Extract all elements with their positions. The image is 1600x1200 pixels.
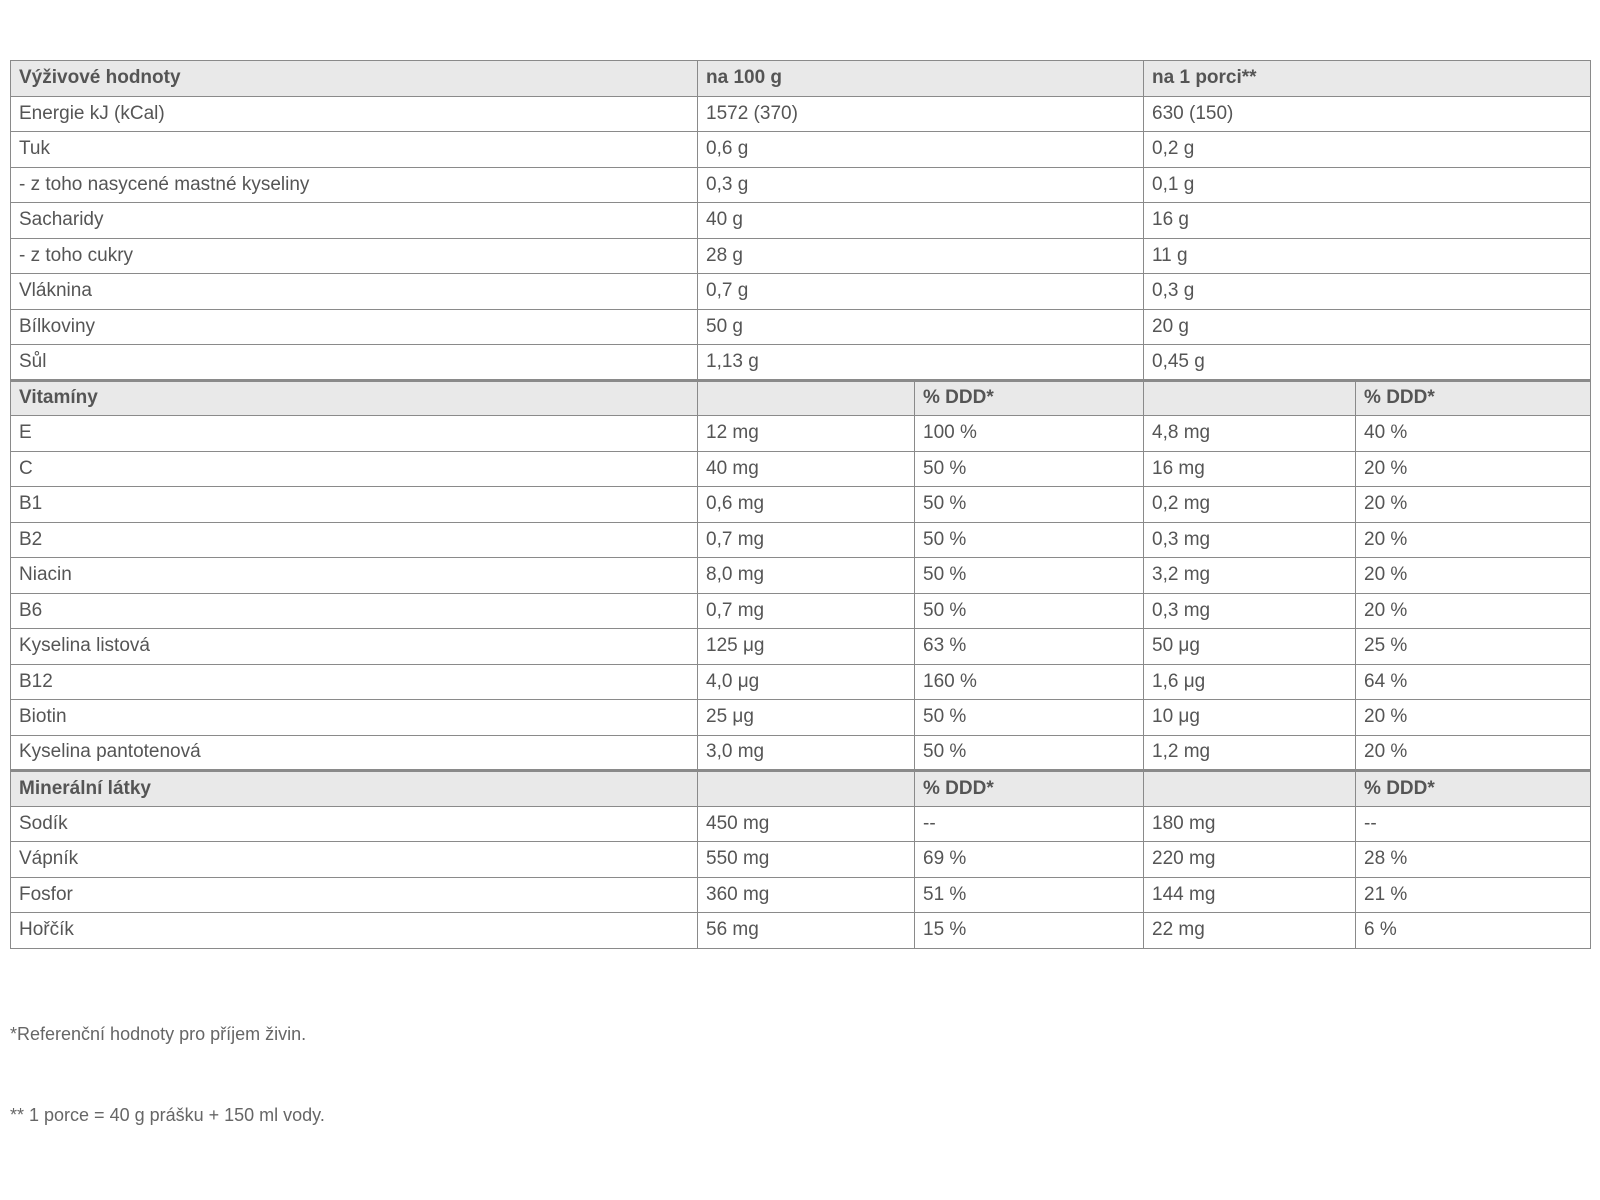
per-100g-cell: 3,0 mg <box>698 735 915 771</box>
per-100g-cell: 56 mg <box>698 913 915 949</box>
nutrient-name-cell: Sacharidy <box>11 203 698 239</box>
ddd-portion-cell: 20 % <box>1356 451 1591 487</box>
ddd-100g-cell: 69 % <box>915 842 1144 878</box>
ddd-100g-cell: 15 % <box>915 913 1144 949</box>
table-header-row <box>11 61 1591 97</box>
ddd-header-cell: % DDD* <box>1356 771 1591 807</box>
ddd-100g-cell: 51 % <box>915 877 1144 913</box>
nutrient-name-cell: Fosfor <box>11 877 698 913</box>
ddd-portion-cell: 20 % <box>1356 522 1591 558</box>
per-100g-cell: 28 g <box>698 238 1144 274</box>
per-portion-cell: 220 mg <box>1144 842 1356 878</box>
per-100g-cell: 0,3 g <box>698 167 1144 203</box>
per-portion-cell: 16 mg <box>1144 451 1356 487</box>
table-row <box>11 309 1591 345</box>
empty-header-cell <box>698 771 915 807</box>
per-portion-cell: 20 g <box>1144 309 1591 345</box>
ddd-portion-cell: 20 % <box>1356 558 1591 594</box>
ddd-portion-cell: 21 % <box>1356 877 1591 913</box>
table-row <box>11 203 1591 239</box>
nutrient-name-cell: Kyselina pantotenová <box>11 735 698 771</box>
empty-header-cell <box>698 380 915 416</box>
per-100g-cell: 360 mg <box>698 877 915 913</box>
per-100g-cell: 125 μg <box>698 629 915 665</box>
table-row <box>11 522 1591 558</box>
table-row <box>11 629 1591 665</box>
per-portion-cell: 50 μg <box>1144 629 1356 665</box>
ddd-portion-cell: 28 % <box>1356 842 1591 878</box>
nutrient-name-cell: Kyselina listová <box>11 629 698 665</box>
table-row <box>11 451 1591 487</box>
per-portion-cell: 11 g <box>1144 238 1591 274</box>
ddd-portion-cell: 20 % <box>1356 593 1591 629</box>
ddd-header-cell: % DDD* <box>915 771 1144 807</box>
table-row <box>11 664 1591 700</box>
ddd-100g-cell: 50 % <box>915 487 1144 523</box>
table-row <box>11 132 1591 168</box>
nutrient-name-cell: Sodík <box>11 806 698 842</box>
ddd-100g-cell: -- <box>915 806 1144 842</box>
per-portion-cell: 0,3 mg <box>1144 593 1356 629</box>
per-portion-cell: 0,45 g <box>1144 345 1591 381</box>
per-portion-cell: 4,8 mg <box>1144 416 1356 452</box>
reference-footnote: *Referenční hodnoty pro příjem živin. <box>10 1024 307 1044</box>
ddd-portion-cell: 64 % <box>1356 664 1591 700</box>
per-portion-cell: 22 mg <box>1144 913 1356 949</box>
per-100g-cell: 25 μg <box>698 700 915 736</box>
empty-header-cell <box>1144 771 1356 807</box>
per-portion-cell: 144 mg <box>1144 877 1356 913</box>
per-100g-cell: 1,13 g <box>698 345 1144 381</box>
table-row <box>11 700 1591 736</box>
per-100g-cell: 4,0 μg <box>698 664 915 700</box>
nutrient-name-cell: Vláknina <box>11 274 698 310</box>
table-row <box>11 96 1591 132</box>
ddd-100g-cell: 100 % <box>915 416 1144 452</box>
nutrient-name-cell: Vápník <box>11 842 698 878</box>
ddd-portion-cell: -- <box>1356 806 1591 842</box>
nutrient-name-cell: - z toho cukry <box>11 238 698 274</box>
per-100g-cell: 50 g <box>698 309 1144 345</box>
nutrient-name-cell: Sůl <box>11 345 698 381</box>
nutrient-name-cell: B1 <box>11 487 698 523</box>
header-label-cell: Výživové hodnoty <box>11 61 698 97</box>
nutrient-name-cell: E <box>11 416 698 452</box>
table-row <box>11 842 1591 878</box>
per-portion-cell: 630 (150) <box>1144 96 1591 132</box>
table-row <box>11 558 1591 594</box>
table-row <box>11 735 1591 771</box>
per-100g-cell: 550 mg <box>698 842 915 878</box>
per-portion-cell: 1,6 μg <box>1144 664 1356 700</box>
portion-footnote: ** 1 porce = 40 g prášku + 150 ml vody. <box>10 1105 325 1125</box>
per-portion-cell: 16 g <box>1144 203 1591 239</box>
per-portion-cell: 1,2 mg <box>1144 735 1356 771</box>
per-100g-cell: 1572 (370) <box>698 96 1144 132</box>
per-portion-cell: 180 mg <box>1144 806 1356 842</box>
ddd-100g-cell: 50 % <box>915 700 1144 736</box>
ddd-portion-cell: 25 % <box>1356 629 1591 665</box>
per-portion-cell: 0,1 g <box>1144 167 1591 203</box>
ddd-100g-cell: 50 % <box>915 735 1144 771</box>
table-row <box>11 806 1591 842</box>
per-100g-cell: 0,6 g <box>698 132 1144 168</box>
section-label-cell: Vitamíny <box>11 380 698 416</box>
per-100g-cell: 40 mg <box>698 451 915 487</box>
ddd-portion-cell: 20 % <box>1356 700 1591 736</box>
minerals-header-row <box>11 771 1591 807</box>
table-row <box>11 877 1591 913</box>
table-row <box>11 593 1591 629</box>
table-row <box>11 238 1591 274</box>
ddd-100g-cell: 160 % <box>915 664 1144 700</box>
nutrient-name-cell: B6 <box>11 593 698 629</box>
nutrition-table <box>10 60 1591 949</box>
ddd-portion-cell: 20 % <box>1356 487 1591 523</box>
table-row <box>11 274 1591 310</box>
empty-header-cell <box>1144 380 1356 416</box>
header-per-100g-cell: na 100 g <box>698 61 1144 97</box>
nutrient-name-cell: Bílkoviny <box>11 309 698 345</box>
per-100g-cell: 8,0 mg <box>698 558 915 594</box>
ddd-100g-cell: 50 % <box>915 451 1144 487</box>
per-portion-cell: 0,3 g <box>1144 274 1591 310</box>
nutrient-name-cell: Tuk <box>11 132 698 168</box>
nutrient-name-cell: Energie kJ (kCal) <box>11 96 698 132</box>
table-body <box>11 61 1591 949</box>
nutrient-name-cell: - z toho nasycené mastné kyseliny <box>11 167 698 203</box>
ddd-100g-cell: 63 % <box>915 629 1144 665</box>
per-portion-cell: 0,2 g <box>1144 132 1591 168</box>
table-row <box>11 913 1591 949</box>
ddd-100g-cell: 50 % <box>915 593 1144 629</box>
per-100g-cell: 0,7 mg <box>698 593 915 629</box>
per-portion-cell: 0,3 mg <box>1144 522 1356 558</box>
per-100g-cell: 0,7 g <box>698 274 1144 310</box>
ddd-portion-cell: 40 % <box>1356 416 1591 452</box>
table-row <box>11 416 1591 452</box>
header-per-portion-cell: na 1 porci** <box>1144 61 1591 97</box>
per-100g-cell: 0,6 mg <box>698 487 915 523</box>
nutrient-name-cell: B12 <box>11 664 698 700</box>
table-row <box>11 487 1591 523</box>
per-portion-cell: 3,2 mg <box>1144 558 1356 594</box>
ddd-portion-cell: 6 % <box>1356 913 1591 949</box>
ddd-100g-cell: 50 % <box>915 558 1144 594</box>
per-100g-cell: 0,7 mg <box>698 522 915 558</box>
nutrient-name-cell: C <box>11 451 698 487</box>
table-row <box>11 345 1591 381</box>
section-label-cell: Minerální látky <box>11 771 698 807</box>
per-portion-cell: 0,2 mg <box>1144 487 1356 523</box>
per-portion-cell: 10 μg <box>1144 700 1356 736</box>
table-row <box>11 167 1591 203</box>
ddd-header-cell: % DDD* <box>1356 380 1591 416</box>
nutrient-name-cell: Biotin <box>11 700 698 736</box>
per-100g-cell: 12 mg <box>698 416 915 452</box>
per-100g-cell: 40 g <box>698 203 1144 239</box>
ddd-portion-cell: 20 % <box>1356 735 1591 771</box>
nutrient-name-cell: B2 <box>11 522 698 558</box>
nutrient-name-cell: Niacin <box>11 558 698 594</box>
nutrient-name-cell: Hořčík <box>11 913 698 949</box>
ddd-header-cell: % DDD* <box>915 380 1144 416</box>
vitamins-header-row <box>11 380 1591 416</box>
ddd-100g-cell: 50 % <box>915 522 1144 558</box>
per-100g-cell: 450 mg <box>698 806 915 842</box>
